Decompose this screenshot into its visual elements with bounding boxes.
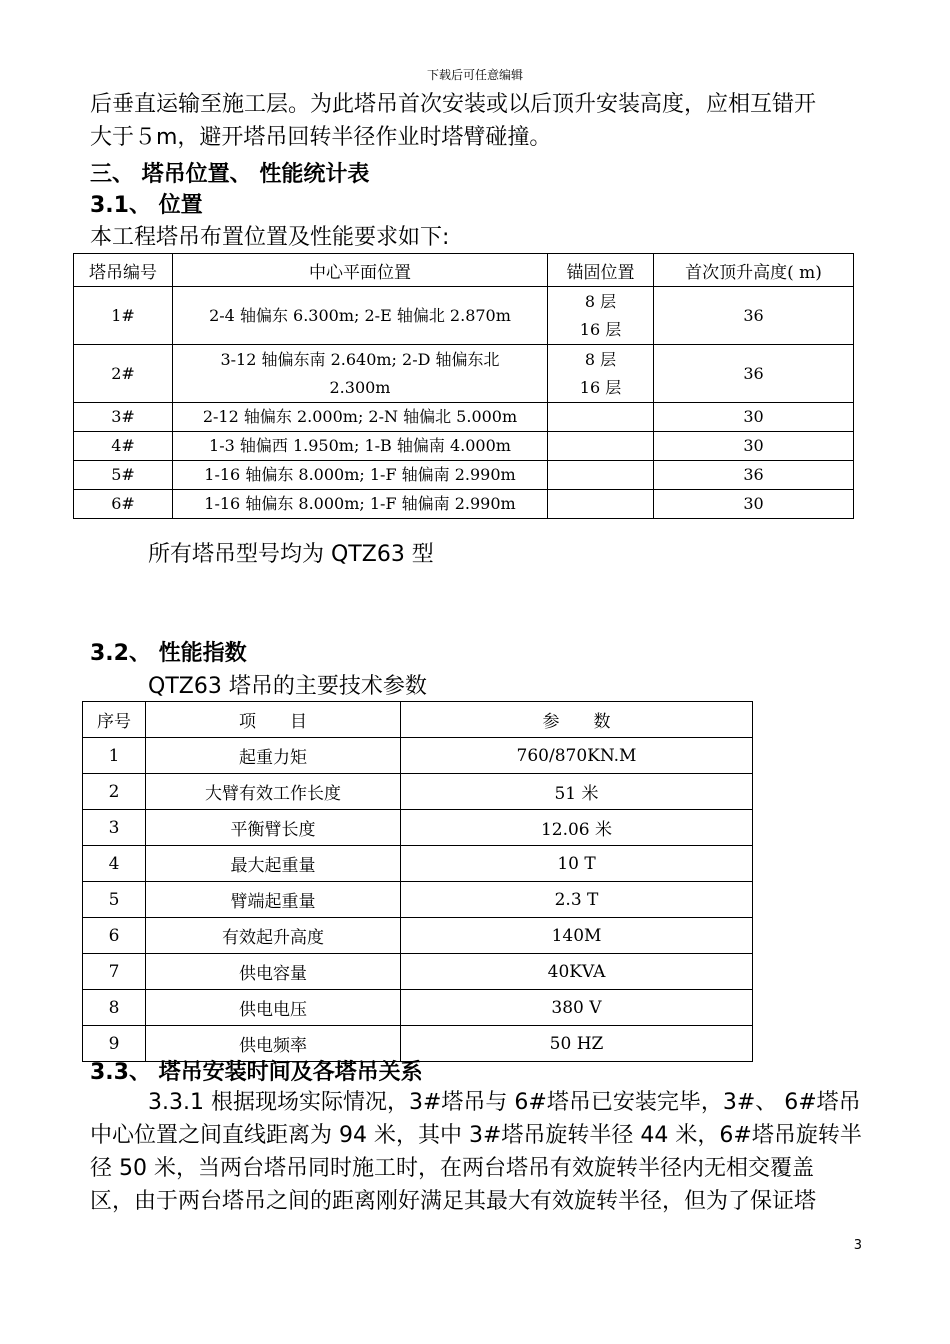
table-header-row xyxy=(83,702,753,738)
column-header: 锚固位置 xyxy=(548,254,654,287)
center-position: 2-4 轴偏东 6.300m; 2-E 轴偏北 2.870m xyxy=(173,287,548,345)
table-row xyxy=(83,918,753,954)
intro-line: 大于５m，避开塔吊回转半径作业时塔臂碰撞。 xyxy=(90,125,552,150)
anchor-position xyxy=(548,287,654,345)
table-row xyxy=(83,738,753,774)
subsection-title: 3.1、 位置 xyxy=(90,193,203,218)
param-item: 供电电压 xyxy=(146,990,401,1026)
anchor-floor: 16 层 xyxy=(579,377,622,397)
table-row xyxy=(74,461,854,490)
table-row xyxy=(83,810,753,846)
relation-paragraph xyxy=(90,1086,862,1218)
column-header: 中心平面位置 xyxy=(173,254,548,287)
anchor-floor: 16 层 xyxy=(579,319,622,339)
row-number: 2 xyxy=(83,774,146,810)
subsection-title: 3.3、 塔吊安装时间及各塔吊关系 xyxy=(90,1060,423,1085)
crane-id: 3# xyxy=(74,403,173,432)
relation-line: 中心位置之间直线距离为 94 米，其中 3#塔吊旋转半径 44 米，6#塔吊旋转半 xyxy=(90,1123,862,1148)
relation-line: 3.3.1 根据现场实际情况，3#塔吊与 6#塔吊已安装完毕，3#、 6#塔吊 xyxy=(148,1090,861,1115)
param-item: 大臂有效工作长度 xyxy=(146,774,401,810)
position-line: 3-12 轴偏东南 2.640m; 2-D 轴偏东北 xyxy=(220,349,500,369)
param-value: 760/870KN.M xyxy=(401,738,753,774)
first-jacking-height: 36 xyxy=(654,287,854,345)
row-number: 1 xyxy=(83,738,146,774)
position-line: 2.300m xyxy=(329,377,391,397)
row-number: 4 xyxy=(83,846,146,882)
table-row xyxy=(83,774,753,810)
param-value: 140M xyxy=(401,918,753,954)
first-jacking-height: 36 xyxy=(654,345,854,403)
technical-parameters-table xyxy=(82,701,753,1062)
column-header: 项 目 xyxy=(146,702,401,738)
section-title: 三、 塔吊位置、 性能统计表 xyxy=(90,162,370,187)
subsection-title: 3.2、 性能指数 xyxy=(90,641,247,666)
relation-line: 径 50 米，当两台塔吊同时施工时，在两台塔吊有效旋转半径内无相交覆盖 xyxy=(90,1156,814,1181)
center-position: 1-16 轴偏东 8.000m; 1-F 轴偏南 2.990m xyxy=(173,490,548,519)
column-header: 首次顶升高度( m) xyxy=(654,254,854,287)
param-value: 12.06 米 xyxy=(401,810,753,846)
anchor-position xyxy=(548,432,654,461)
crane-id: 1# xyxy=(74,287,173,345)
table-row xyxy=(83,954,753,990)
anchor-floor: 8 层 xyxy=(584,291,617,311)
column-header: 塔吊编号 xyxy=(74,254,173,287)
crane-id: 2# xyxy=(74,345,173,403)
table-header-row xyxy=(74,254,854,287)
crane-id: 6# xyxy=(74,490,173,519)
row-number: 5 xyxy=(83,882,146,918)
intro-paragraph xyxy=(90,88,862,154)
table-row xyxy=(74,432,854,461)
relation-line: 区，由于两台塔吊之间的距离刚好满足其最大有效旋转半径，但为了保证塔 xyxy=(90,1189,817,1214)
crane-id: 4# xyxy=(74,432,173,461)
row-number: 7 xyxy=(83,954,146,990)
column-header: 参 数 xyxy=(401,702,753,738)
param-item: 臂端起重量 xyxy=(146,882,401,918)
param-value: 50 HZ xyxy=(401,1026,753,1062)
tower-crane-position-table xyxy=(73,253,854,519)
anchor-position xyxy=(548,345,654,403)
anchor-position xyxy=(548,461,654,490)
first-jacking-height: 30 xyxy=(654,432,854,461)
param-item: 起重力矩 xyxy=(146,738,401,774)
param-value: 2.3 T xyxy=(401,882,753,918)
crane-id: 5# xyxy=(74,461,173,490)
anchor-position xyxy=(548,403,654,432)
first-jacking-height: 36 xyxy=(654,461,854,490)
center-position xyxy=(173,345,548,403)
param-item: 有效起升高度 xyxy=(146,918,401,954)
param-item: 最大起重量 xyxy=(146,846,401,882)
param-value: 10 T xyxy=(401,846,753,882)
anchor-floor: 8 层 xyxy=(584,349,617,369)
param-value: 51 米 xyxy=(401,774,753,810)
table2-caption: QTZ63 塔吊的主要技术参数 xyxy=(148,674,427,699)
param-value: 40KVA xyxy=(401,954,753,990)
table-row xyxy=(83,846,753,882)
row-number: 8 xyxy=(83,990,146,1026)
param-item: 平衡臂长度 xyxy=(146,810,401,846)
intro-line: 后垂直运输至施工层。为此塔吊首次安装或以后顶升安装高度，应相互错开 xyxy=(90,92,817,117)
first-jacking-height: 30 xyxy=(654,403,854,432)
center-position: 1-3 轴偏西 1.950m; 1-B 轴偏南 4.000m xyxy=(173,432,548,461)
row-number: 9 xyxy=(83,1026,146,1062)
table1-caption: 本工程塔吊布置位置及性能要求如下: xyxy=(90,225,450,250)
table-row xyxy=(83,990,753,1026)
param-item: 供电频率 xyxy=(146,1026,401,1062)
table-row xyxy=(74,345,854,403)
table-row xyxy=(83,882,753,918)
page-header: 下载后可任意编辑 xyxy=(426,68,523,82)
first-jacking-height: 30 xyxy=(654,490,854,519)
param-value: 380 V xyxy=(401,990,753,1026)
table-row xyxy=(74,403,854,432)
model-note: 所有塔吊型号均为 QTZ63 型 xyxy=(148,542,434,567)
table-row xyxy=(74,490,854,519)
table-row xyxy=(74,287,854,345)
center-position: 1-16 轴偏东 8.000m; 1-F 轴偏南 2.990m xyxy=(173,461,548,490)
row-number: 6 xyxy=(83,918,146,954)
anchor-position xyxy=(548,490,654,519)
column-header: 序号 xyxy=(83,702,146,738)
center-position: 2-12 轴偏东 2.000m; 2-N 轴偏北 5.000m xyxy=(173,403,548,432)
row-number: 3 xyxy=(83,810,146,846)
page-number: 3 xyxy=(853,1238,862,1253)
param-item: 供电容量 xyxy=(146,954,401,990)
